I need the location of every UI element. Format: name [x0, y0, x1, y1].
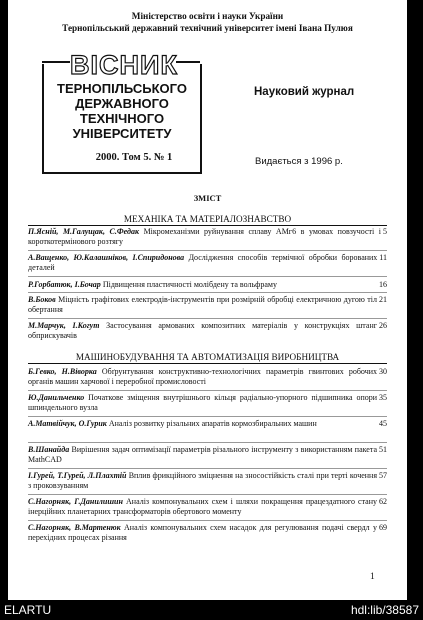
toc-authors: С.Нагорняк, В.Мартенюк [28, 523, 121, 532]
entry-rule [28, 318, 387, 319]
toc-authors: С.Нагорняк, Г.Данилишин [28, 497, 123, 506]
toc-authors: П.Ясній, М.Галущак, С.Федак [28, 227, 140, 236]
toc-entry [28, 471, 387, 491]
toc-page: 45 [379, 419, 387, 428]
issue-label: 2000. Том 5. № 1 [95, 152, 173, 163]
entry-rule [28, 292, 387, 293]
logo-line-4: УНІВЕРСИТЕТУ [72, 126, 172, 141]
page-number: 1 [370, 572, 375, 582]
section-rule [28, 225, 387, 226]
toc-authors: В.Боков [28, 295, 56, 304]
toc-entry [28, 497, 387, 517]
journal-logo-title: ВІСНИК [70, 50, 178, 80]
document-page [8, 0, 407, 600]
entry-rule [28, 442, 387, 443]
toc-title: Аналіз компонувальних схем і шляхи покращення працездатного стану інерційних планетарних трансформаторів обертового моменту [28, 497, 378, 517]
published-since: Видається з 1996 р. [255, 156, 343, 167]
entry-rule [28, 250, 387, 251]
toc-authors: Б.Гевко, Н.Віворка [28, 367, 97, 376]
entry-rule [28, 416, 387, 417]
toc-authors: А.Ващенко, Ю.Калашніков, І.Спиридонова [28, 253, 185, 262]
toc-title: Підвищення пластичності молібдену та вольфраму [102, 280, 277, 289]
entry-rule [28, 390, 387, 391]
toc-authors: А.Матвійчук, О.Гурик [28, 419, 107, 428]
entry-rule [28, 494, 387, 495]
entry-rule [28, 468, 387, 469]
toc-authors: Р.Горбатюк, І.Бочар [28, 280, 101, 289]
toc-entry [28, 280, 387, 290]
section-title: МЕХАНІКА ТА МАТЕРІАЛОЗНАВСТВО [123, 214, 292, 224]
toc-page: 30 [379, 367, 387, 376]
section-title: МАШИНОБУДУВАННЯ ТА АВТОМАТИЗАЦІЯ ВИРОБНИЦТВА [75, 352, 340, 362]
toc-page: 35 [379, 393, 387, 402]
toc-entry [28, 253, 387, 273]
ministry-line: Міністерство освіти і науки України [131, 11, 284, 21]
toc-entry [28, 419, 387, 429]
toc-title: Аналіз розвитку різальних апаратів кормозбиральних машин [108, 419, 317, 428]
entry-rule [28, 276, 387, 277]
toc-page: 69 [379, 523, 387, 532]
toc-title: Початкове зміщення внутрішнього кільця радіально-упорного підшипника опори шпиндельного вузла [28, 393, 377, 413]
contents-heading: ЗМІСТ [193, 193, 222, 203]
section-rule [28, 363, 387, 364]
toc-entry [28, 445, 387, 465]
toc-page: 5 [383, 227, 387, 236]
toc-title: Обґрунтування конструктивно-технологічних параметрів гвинтових робочих органів машин харчової і переробної промисловості [28, 367, 378, 387]
toc-page: 21 [379, 295, 387, 304]
logo-line-2: ДЕРЖАВНОГО [75, 96, 169, 111]
toc-entry [28, 227, 387, 247]
toc-entry [28, 523, 387, 543]
toc-page: 57 [379, 471, 387, 480]
logo-line-1: ТЕРНОПІЛЬСЬКОГО [57, 81, 187, 96]
toc-title: Вплив фрикційного зміцнення на зносостійкість сталі при терті кочення з проковзуванням [28, 471, 378, 491]
toc-entry [28, 367, 387, 387]
toc-page: 16 [379, 280, 387, 289]
toc-authors: І.Гурей, Т.Гурей, Л.Плахтій [28, 471, 127, 480]
toc-page: 11 [379, 253, 387, 262]
toc-page: 51 [379, 445, 387, 454]
toc-title: Дослідження способів термічної обробки борованих деталей [28, 253, 378, 273]
handle-link[interactable]: hdl:lib/38587 [350, 603, 419, 617]
journal-type: Науковий журнал [254, 86, 355, 98]
toc-title: Застосування армованих композитних матеріалів у конструкціях штанг обприскувачів [28, 321, 377, 341]
toc-entry [28, 295, 387, 315]
toc-entry [28, 393, 387, 413]
toc-page: 62 [379, 497, 387, 506]
toc-authors: М.Марчук, І.Когут [28, 321, 100, 330]
viewer-footer [0, 600, 423, 620]
toc-title: Вирішення задач оптимізації параметрів різального інструменту з використанням пакета MathCAD [28, 445, 377, 465]
repository-name: ELARTU [4, 603, 52, 617]
toc-authors: Ю.Данильченко [28, 393, 85, 402]
toc-authors: В.Шанайда [28, 445, 70, 454]
logo-line-3: ТЕХНІЧНОГО [79, 111, 165, 126]
entry-rule [28, 520, 387, 521]
university-line: Тернопільський державний технічний університет імені Івана Пулюя [62, 23, 353, 33]
toc-title: Мікромеханізми руйнування сплаву АМг6 в умовах повзучості і короткотермінового розтягу [28, 227, 381, 247]
toc-title: Аналіз компонувальних схем насадок для регулювання подачі свердл у перехідних процесах різання [28, 523, 377, 543]
toc-entry [28, 321, 387, 341]
toc-page: 26 [379, 321, 387, 330]
toc-title: Міцність графітових електродів-інструментів при розмірній обробці електричною дугою тіл обертання [28, 295, 378, 315]
